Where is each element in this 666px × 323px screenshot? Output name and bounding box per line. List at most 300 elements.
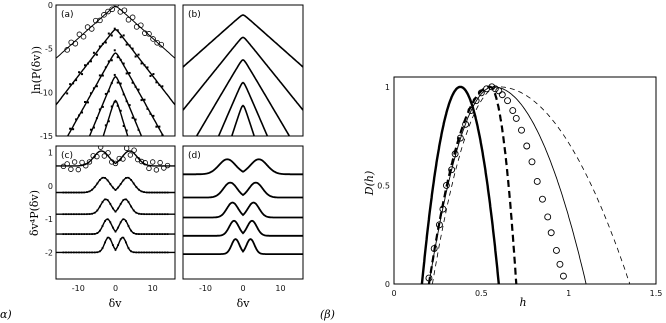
- panel-b-series-line: [183, 60, 303, 159]
- panel-a-point: [81, 111, 83, 113]
- panel-beta-point: [496, 88, 502, 94]
- panel-c-point: [63, 233, 65, 235]
- panel-c-point: [150, 160, 155, 165]
- panel-beta-xlabel: h: [519, 296, 527, 309]
- panel-d-series-line: [183, 203, 303, 218]
- panel-beta-curve: [422, 87, 499, 284]
- panel-a-point: [117, 29, 119, 31]
- panel-a-point: [66, 92, 68, 94]
- panel-c-point: [154, 213, 156, 215]
- panel-c-point: [96, 251, 98, 253]
- panel-c-point: [78, 233, 80, 235]
- panel-c-point: [167, 233, 169, 235]
- panel-c-point: [125, 220, 127, 222]
- panel-c-point: [81, 233, 83, 235]
- panel-c-point: [154, 168, 159, 173]
- panel-a-point: [105, 124, 107, 126]
- panel-beta-xtick-label: 0: [391, 289, 397, 298]
- panel-a-point: [117, 82, 119, 84]
- panel-a-point: [90, 129, 92, 131]
- panel-c-point: [86, 252, 88, 254]
- panel-d-label: (d): [188, 151, 201, 161]
- panel-c-point: [141, 213, 143, 215]
- panel-c-point: [125, 241, 127, 243]
- panel-a-point: [123, 93, 125, 95]
- panel-c-point: [78, 192, 80, 194]
- panel-a-point: [161, 134, 163, 136]
- panel-c-point: [138, 189, 140, 191]
- panel-a-point: [117, 105, 119, 107]
- panel-c-point: [94, 233, 96, 235]
- panel-c-point: [102, 177, 104, 179]
- panel-a-point: [135, 86, 137, 88]
- panel-beta-point: [553, 247, 559, 253]
- panel-c-point: [96, 210, 98, 212]
- panel-c-point: [107, 218, 109, 220]
- panel-c-point: [65, 213, 67, 215]
- panel-c-xtick-label: 0: [112, 284, 119, 293]
- panel-c-point: [151, 213, 153, 215]
- panel-a-point: [129, 141, 131, 143]
- panel-c-point: [68, 233, 70, 235]
- panel-a-point: [152, 73, 154, 75]
- panel-b-label: (b): [188, 10, 201, 20]
- panel-a-point: [75, 222, 77, 224]
- panel-c-point: [138, 213, 140, 215]
- panel-a-point: [132, 82, 134, 84]
- panel-c-point: [70, 192, 72, 194]
- panel-a-point: [84, 101, 86, 103]
- panel-d-plot: [183, 159, 303, 254]
- panel-c-point: [125, 198, 127, 200]
- panel-a-point: [102, 43, 104, 45]
- panel-c-point: [80, 160, 85, 165]
- panel-c-point: [109, 203, 111, 205]
- panel-a-point: [120, 110, 122, 112]
- panel-a-point: [111, 82, 113, 84]
- panel-a-point: [120, 83, 122, 85]
- panel-beta-xtick-label: 1.5: [649, 289, 663, 298]
- panel-a-point: [152, 115, 154, 117]
- panel-c-point: [138, 251, 140, 253]
- panel-a-point: [146, 66, 148, 68]
- panel-a-point: [111, 105, 113, 107]
- panel-c-point: [107, 199, 109, 201]
- panel-a-point: [105, 93, 107, 95]
- panel-beta-xtick-label: 1: [566, 289, 572, 298]
- panel-a-point: [149, 113, 151, 115]
- panel-a-ytick-label: -10: [39, 88, 53, 98]
- panel-a-point: [129, 44, 131, 46]
- panel-c-point: [99, 230, 101, 232]
- panel-a-point: [135, 56, 137, 58]
- panel-a-point: [114, 28, 116, 30]
- panel-c-point: [143, 191, 145, 193]
- panel-b-series-line: [183, 83, 303, 219]
- panel-a-point: [93, 168, 95, 170]
- panel-a-point: [89, 26, 94, 31]
- panel-c-point: [159, 252, 161, 254]
- panel-a-point: [135, 119, 137, 121]
- panel-a-label: (a): [61, 10, 74, 20]
- panel-b-series-line: [183, 37, 303, 110]
- panel-a-point: [87, 142, 89, 144]
- panel-c-point: [112, 207, 114, 209]
- panel-c-point: [146, 213, 148, 215]
- panel-a-point: [72, 177, 74, 179]
- panel-c-point: [141, 251, 143, 253]
- panel-c-point: [148, 192, 150, 194]
- panel-a-point: [108, 120, 110, 122]
- panel-a-point: [155, 81, 157, 83]
- panel-c-point: [70, 252, 72, 254]
- panel-c-point: [99, 206, 101, 208]
- panel-c-point: [135, 186, 137, 188]
- panel-a-point: [155, 173, 157, 175]
- panel-a-point: [78, 71, 80, 73]
- panel-beta-ytick-label: 0: [384, 280, 390, 289]
- panel-a-point: [105, 42, 107, 44]
- panel-c-point: [117, 187, 119, 189]
- panel-c-point: [94, 251, 96, 253]
- panel-beta-xtick-label: 0.5: [474, 289, 488, 298]
- panel-a-point: [69, 128, 71, 130]
- panel-a-ytick-label: -15: [39, 132, 53, 141]
- panel-c-point: [63, 213, 65, 215]
- panel-a-point: [123, 125, 125, 127]
- panel-c-point: [89, 251, 91, 253]
- panel-a-point: [126, 130, 128, 132]
- panel-a-point: [129, 72, 131, 74]
- panel-a-point: [78, 217, 80, 219]
- panel-a-point: [120, 36, 122, 38]
- panel-c-point: [128, 177, 130, 179]
- panel-a-point: [81, 153, 83, 155]
- panel-a-point: [84, 196, 86, 198]
- panel-a-point: [102, 137, 104, 139]
- panel-a-point: [81, 73, 83, 75]
- panel-c-point: [91, 251, 93, 253]
- panel-c-point: [99, 250, 101, 252]
- panel-a-ytick-label: -5: [45, 44, 53, 54]
- panel-a-point: [96, 117, 98, 119]
- panel-a-point: [117, 56, 119, 58]
- panel-a-point: [75, 118, 77, 120]
- panel-a-point: [72, 128, 74, 130]
- panel-c-point: [94, 212, 96, 214]
- panel-a-point: [99, 108, 101, 110]
- panel-c-point: [120, 221, 122, 223]
- panel-c-point: [154, 252, 156, 254]
- panel-c-point: [83, 192, 85, 194]
- panel-c-point: [63, 252, 65, 254]
- panel-c-point: [106, 151, 111, 156]
- panel-c-point: [104, 177, 106, 179]
- panel-c-point: [78, 252, 80, 254]
- panel-beta-plot: [422, 84, 630, 284]
- panel-a-point: [138, 23, 143, 28]
- panel-c-point: [159, 213, 161, 215]
- panel-b-frame: [183, 5, 303, 136]
- panel-a-point: [81, 34, 86, 39]
- panel-c-ytick-label: -1: [45, 215, 53, 225]
- panel-a-point: [141, 178, 143, 180]
- panel-c-point: [147, 166, 152, 171]
- panel-a-point: [149, 155, 151, 157]
- panel-a-point: [105, 66, 107, 68]
- panel-c-xtick-label: 10: [147, 284, 158, 293]
- panel-c-point: [143, 233, 145, 235]
- panel-c-point: [115, 211, 117, 213]
- panel-c-point: [122, 237, 124, 239]
- panel-c-point: [164, 192, 166, 194]
- panel-c-point: [156, 192, 158, 194]
- panel-c-point: [154, 192, 156, 194]
- panel-a-point: [99, 45, 101, 47]
- panel-b-plot: [183, 15, 303, 287]
- panel-c-point: [102, 247, 104, 249]
- panel-beta-ytick-label: 1: [384, 82, 390, 92]
- panel-c-point: [70, 213, 72, 215]
- panel-d-frame: [183, 146, 303, 279]
- panel-c-point: [138, 233, 140, 235]
- panel-c-point: [148, 252, 150, 254]
- panel-a-point: [152, 222, 154, 224]
- panel-beta-ylabel: D(h): [363, 170, 376, 196]
- panel-a-point: [155, 126, 157, 128]
- panel-c-point: [91, 213, 93, 215]
- panel-a-point: [161, 85, 163, 87]
- panel-c-ytick-label: 0: [47, 181, 53, 191]
- panel-c-point: [76, 167, 81, 172]
- panel-c-point: [109, 238, 111, 240]
- panel-c-point: [109, 183, 111, 185]
- panel-beta-curve: [432, 87, 629, 284]
- panel-a-point: [161, 189, 163, 191]
- panel-c-point: [132, 148, 137, 153]
- panel-c-point: [70, 233, 72, 235]
- panel-a-point: [111, 35, 113, 37]
- panel-a-point: [138, 89, 140, 91]
- panel-c-point: [68, 213, 70, 215]
- panel-a-ytick-label: 0: [47, 1, 53, 10]
- panel-a-point: [141, 137, 143, 139]
- panel-c-point: [161, 233, 163, 235]
- panel-a-point: [155, 227, 157, 229]
- panel-c-point: [73, 233, 75, 235]
- panel-c-point: [96, 232, 98, 234]
- panel-c-point: [69, 167, 74, 172]
- panel-c-point: [76, 213, 78, 215]
- panel-c-point: [81, 252, 83, 254]
- panel-a-point: [122, 8, 127, 13]
- panel-c-point: [128, 225, 130, 227]
- panel-a-point: [129, 104, 131, 106]
- panel-c-point: [135, 212, 137, 214]
- panel-c-point: [143, 252, 145, 254]
- panel-a-point: [114, 101, 116, 103]
- panel-d-xlabel: δv: [236, 297, 250, 310]
- panel-c-point: [115, 249, 117, 251]
- panel-c-point: [151, 233, 153, 235]
- panel-a-point: [141, 62, 143, 64]
- panel-c-point: [102, 201, 104, 203]
- panel-a-point: [75, 79, 77, 81]
- panel-c-point: [164, 233, 166, 235]
- panel-a-point: [114, 74, 116, 76]
- panel-a-frame: [56, 5, 175, 136]
- panel-c-label: (c): [61, 151, 73, 161]
- panel-a-point: [69, 181, 71, 183]
- panel-c-point: [94, 186, 96, 188]
- panel-c-point: [99, 179, 101, 181]
- panel-beta-point: [539, 196, 545, 202]
- panel-a-point: [126, 72, 128, 74]
- panel-a-point: [87, 63, 89, 65]
- panel-a-point: [144, 189, 146, 191]
- panel-c-point: [161, 192, 163, 194]
- panel-c-point: [65, 233, 67, 235]
- panel-c-point: [117, 244, 119, 246]
- panel-c-xtick-label: -10: [71, 284, 85, 293]
- panel-d-series-line: [183, 221, 303, 236]
- panel-c-ytick-label: 1: [47, 148, 53, 158]
- panel-c-point: [72, 160, 77, 165]
- panel-c-point: [107, 237, 109, 239]
- panel-c-point: [104, 241, 106, 243]
- panel-a-ylabel: ln(P(δv)): [30, 45, 43, 95]
- panel-c-point: [76, 192, 78, 194]
- panel-a-point: [81, 201, 83, 203]
- panel-beta-point: [510, 108, 516, 114]
- panel-a-point: [90, 173, 92, 175]
- panel-c-plot: [56, 145, 175, 253]
- panel-d-xtick-label: 10: [275, 284, 286, 293]
- panel-c-point: [128, 153, 133, 158]
- panel-c-point: [76, 233, 78, 235]
- panel-a-point: [146, 153, 148, 155]
- panel-c-point: [130, 179, 132, 181]
- panel-c-xlabel: δv: [108, 297, 122, 310]
- panel-a-point: [108, 60, 110, 62]
- panel-c-point: [128, 247, 130, 249]
- panel-c-point: [63, 192, 65, 194]
- panel-c-point: [141, 233, 143, 235]
- panel-d-series-line: [183, 239, 303, 254]
- panel-a-point: [123, 34, 125, 36]
- panel-a-point: [108, 33, 110, 35]
- panel-beta-point: [529, 159, 535, 165]
- panel-c-point: [135, 233, 137, 235]
- panel-c-point: [151, 192, 153, 194]
- panel-c-point: [86, 213, 88, 215]
- panel-a-point: [158, 237, 160, 239]
- panel-a-point: [146, 108, 148, 110]
- panel-c-point: [154, 233, 156, 235]
- panel-c-series-line: [56, 151, 175, 166]
- panel-c-point: [104, 198, 106, 200]
- panel-c-point: [141, 190, 143, 192]
- panel-a-point: [78, 114, 80, 116]
- panel-c-point: [120, 183, 122, 185]
- panel-c-point: [112, 227, 114, 229]
- panel-a-point: [93, 127, 95, 129]
- panel-c-point: [133, 183, 135, 185]
- panel-a-point: [66, 138, 68, 140]
- panel-a-point: [69, 83, 71, 85]
- panel-c-point: [68, 192, 70, 194]
- panel-a-series-line: [56, 77, 175, 218]
- panel-c-point: [164, 252, 166, 254]
- panel-c-point: [83, 213, 85, 215]
- panel-a-point: [146, 202, 148, 204]
- panel-a-point: [158, 176, 160, 178]
- panel-a-point: [102, 75, 104, 77]
- panel-a-point: [96, 85, 98, 87]
- panel-beta-point: [534, 178, 540, 184]
- panel-a-series-line: [56, 30, 175, 105]
- panel-c-point: [128, 201, 130, 203]
- panel-beta-point: [548, 230, 554, 236]
- panel-a-point: [93, 87, 95, 89]
- panel-c-point: [78, 213, 80, 215]
- panel-a-point: [149, 206, 151, 208]
- panel-beta-curve: [429, 87, 516, 284]
- panel-c-point: [146, 233, 148, 235]
- panel-c-ytick-label: -2: [45, 248, 53, 258]
- panel-a-point: [144, 140, 146, 142]
- panel-a-point: [138, 54, 140, 56]
- panel-beta-point: [505, 98, 511, 104]
- panel-c-point: [124, 146, 129, 151]
- panel-a-point: [141, 99, 143, 101]
- panel-c-point: [120, 238, 122, 240]
- panel-c-point: [122, 218, 124, 220]
- panel-a-point: [126, 44, 128, 46]
- panel-c-point: [158, 160, 163, 165]
- part-label-alpha: α): [0, 308, 12, 321]
- panel-a-point: [87, 185, 89, 187]
- panel-c-point: [73, 252, 75, 254]
- panel-c-point: [148, 213, 150, 215]
- panel-c-point: [133, 210, 135, 212]
- panel-c-point: [96, 183, 98, 185]
- panel-c-point: [91, 233, 93, 235]
- panel-c-point: [112, 187, 114, 189]
- panel-a-point: [102, 106, 104, 108]
- panel-d-series-line: [183, 159, 303, 174]
- panel-c-point: [89, 213, 91, 215]
- panel-c-point: [135, 251, 137, 253]
- panel-a-point: [158, 84, 160, 86]
- panel-c-point: [120, 203, 122, 205]
- panel-c-point: [159, 233, 161, 235]
- panel-c-point: [81, 213, 83, 215]
- panel-a-point: [138, 173, 140, 175]
- panel-d-xtick-label: 0: [240, 284, 246, 293]
- panel-beta-ytick-label: 0.5: [377, 181, 390, 191]
- panel-c-point: [164, 213, 166, 215]
- panel-c-point: [151, 252, 153, 254]
- panel-beta-point: [560, 273, 566, 279]
- panel-c-point: [102, 225, 104, 227]
- panel-a-point: [158, 126, 160, 128]
- panel-c-point: [159, 192, 161, 194]
- panel-a-point: [130, 15, 135, 20]
- panel-a-point: [126, 100, 128, 102]
- panel-a-series-line: [56, 53, 175, 157]
- panel-c-point: [81, 192, 83, 194]
